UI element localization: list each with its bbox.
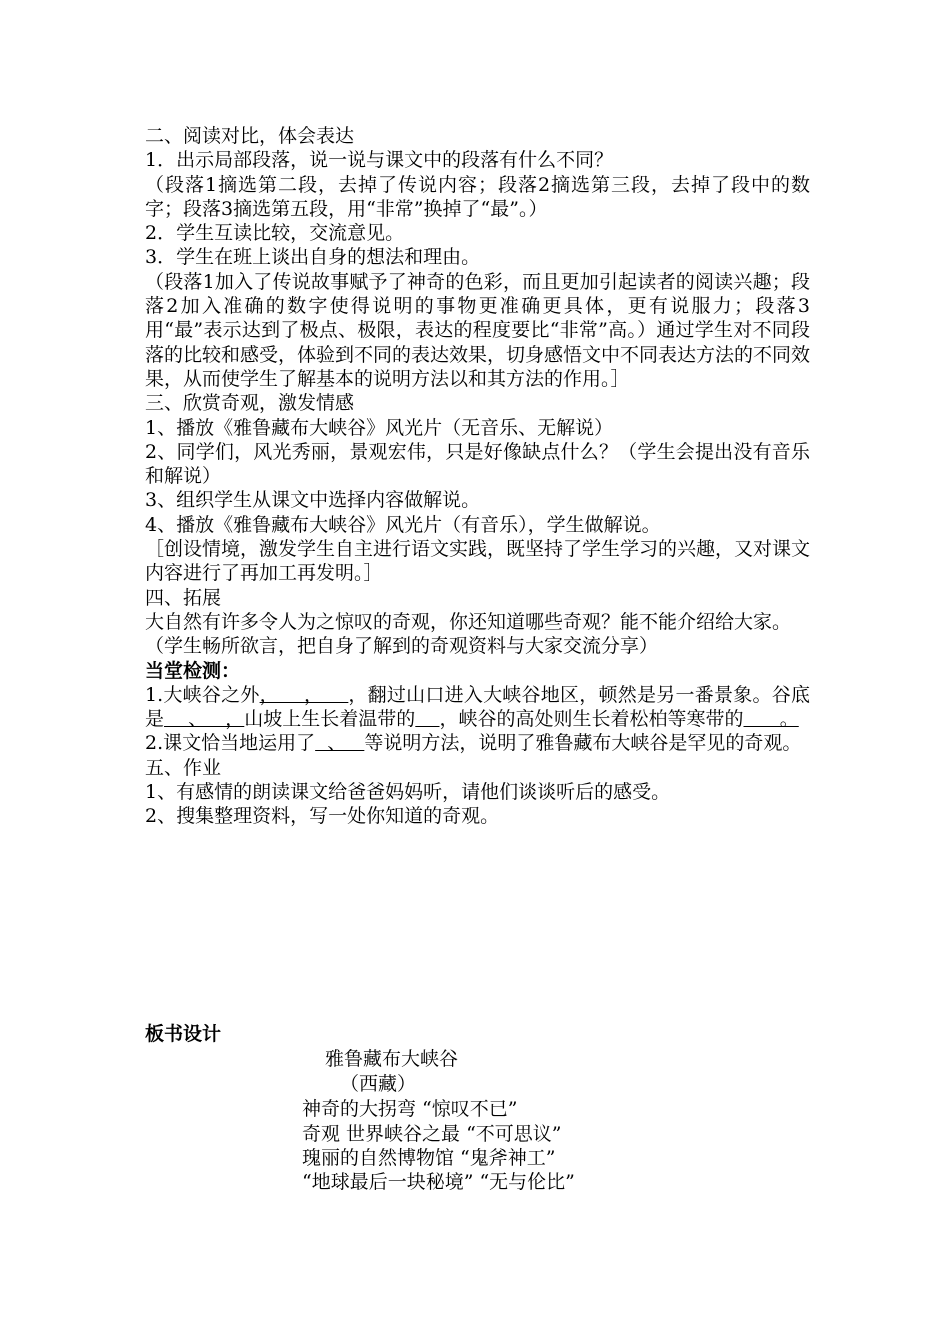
question-text: 等说明方法，说明了雅鲁藏布大峡谷是罕见的奇观。 (364, 732, 802, 755)
board-line: 雅鲁藏布大峡谷 (325, 1048, 459, 1070)
board-line: 神奇的大拐弯 “惊叹不已” (302, 1098, 518, 1120)
fill-blank: 、 ， (164, 708, 245, 731)
section-heading: 二、阅读对比，体会表达 (145, 125, 355, 147)
paragraph: 2、搜集整理资料，写一处你知道的奇观。 (145, 805, 500, 828)
fill-blank: 。 (743, 708, 799, 731)
fill-blank: ， ， (259, 683, 349, 706)
question-text: 1.大峡谷之外 (145, 683, 260, 706)
check-question-1 (145, 683, 810, 732)
paragraph: 大自然有许多令人为之惊叹的奇观，你还知道哪些奇观？能不能介绍给大家。 (145, 610, 792, 633)
board-design-heading: 板书设计 (145, 1023, 222, 1045)
paragraph: 2．学生互读比较，交流意见。 (145, 222, 405, 245)
paragraph: 3．学生在班上谈出自身的想法和理由。 (145, 246, 481, 269)
paragraph: 1．出示局部段落，说一说与课文中的段落有什么不同？ (145, 149, 614, 172)
paragraph: 4、播放《雅鲁藏布大峡谷》风光片（有音乐），学生做解说。 (145, 513, 661, 536)
question-text: ，翻过山口进入大峡谷地区，顿然是另一番景象。谷底是 (145, 683, 810, 731)
paragraph: （段落1摘选第二段，去掉了传说内容；段落2摘选第三段，去掉了段中的数字；段落3摘选第五段，用“非常”换掉了“最”。） (145, 173, 810, 220)
paragraph: 1、有感情的朗读课文给爸爸妈妈听，请他们谈谈听后的感受。 (145, 781, 671, 804)
board-line: （西藏） (340, 1073, 417, 1095)
paragraph: 2、同学们，风光秀丽，景观宏伟，只是好像缺点什么？（学生会提出没有音乐和解说） (145, 440, 810, 488)
question-text: 2.课文恰当地运用了 (145, 732, 316, 755)
fill-blank (415, 708, 439, 730)
check-question-2 (145, 731, 810, 755)
board-line: “地球最后一块秘境” “无与伦比” (302, 1171, 575, 1193)
question-text: ，峡谷的高处则生长着松柏等寒带的 (439, 708, 744, 731)
board-line: 瑰丽的自然博物馆 “鬼斧神工” (302, 1147, 556, 1169)
board-line: 奇观 世界峡谷之最 “不可思议” (302, 1123, 562, 1145)
section-heading: 四、拓展 (145, 586, 222, 609)
check-heading: 当堂检测： (145, 659, 241, 682)
paragraph: （学生畅所欲言，把自身了解到的奇观资料与大家交流分享） (145, 635, 659, 658)
paragraph: 3、组织学生从课文中选择内容做解说。 (145, 489, 481, 512)
paragraph: 1、播放《雅鲁藏布大峡谷》风光片（无音乐、无解说） (145, 416, 614, 439)
document-body (145, 124, 810, 829)
section-heading: 五、作业 (145, 756, 222, 779)
section-heading: 三、欣赏奇观，激发情感 (145, 392, 355, 415)
paragraph: （段落1加入了传说故事赋予了神奇的色彩，而且更加引起读者的阅读兴趣；段落2加入准确的数字使得说明的事物更准确更具体，更有说服力；段落3用“最”表示达到了极点、极限，表达的程度要比“非常”高。）通过学生对不同段落的比较和感受，体验到不同的表达效果，切身感悟文中不同表达方法的不同效果，从而使学生了解基本的说明方法以和其方法的作用。］ (145, 270, 811, 390)
fill-blank: 、 (315, 732, 365, 755)
paragraph: ［创设情境，激发学生自主进行语文实践，既坚持了学生学习的兴趣，又对课文内容进行了再加工再发明。］ (145, 538, 811, 585)
question-text: 山坡上生长着温带的 (244, 708, 416, 731)
